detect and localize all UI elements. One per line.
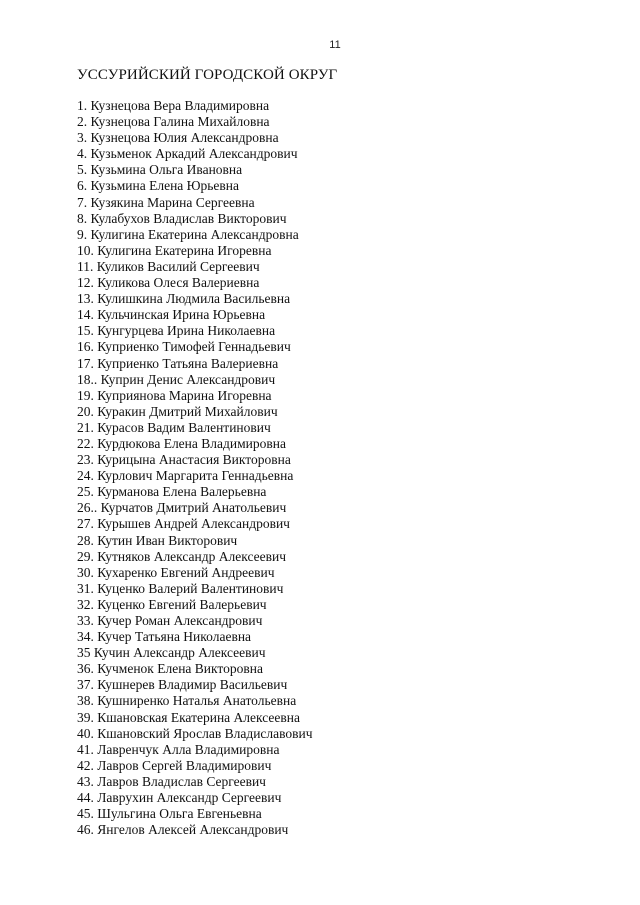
- list-item: 10. Кулигина Екатерина Игоревна: [77, 242, 272, 258]
- list-item: 33. Кучер Роман Александрович: [77, 613, 263, 628]
- list-item: 41. Лавренчук Алла Владимировна: [77, 741, 280, 757]
- list-item: 14. Кульчинская Ирина Юрьевна: [77, 307, 266, 323]
- list-item: 30. Кухаренко Евгений Андреевич: [77, 564, 275, 580]
- list-item: 22. Курдюкова Елена Владимировна: [77, 435, 286, 451]
- list-item: 1. Кузнецова Вера Владимировна: [77, 98, 270, 113]
- list-item: 19. Куприянова Марина Игоревна: [77, 387, 272, 403]
- list-item: 9. Кулигина Екатерина Александровна: [77, 226, 299, 242]
- list-item: 24. Курлович Маргарита Геннадьевна: [77, 468, 294, 484]
- list-item: 46. Янгелов Алексей Александрович: [77, 822, 289, 838]
- list-item: 39. Кшановская Екатерина Алексеевна: [77, 709, 300, 725]
- list-item: 13. Кулишкина Людмила Васильевна: [77, 291, 291, 307]
- list-item: 44. Лаврухин Александр Сергеевич: [77, 790, 282, 806]
- list-item: 43. Лавров Владислав Сергеевич: [77, 773, 266, 789]
- list-item: 4. Кузьменок Аркадий Александрович: [77, 146, 298, 162]
- list-item: 40. Кшановский Ярослав Владиславович: [77, 725, 313, 741]
- list-item: 31. Куценко Валерий Валентинович: [77, 580, 284, 596]
- list-item: 12. Куликова Олеся Валериевна: [77, 275, 260, 291]
- list-item: 11. Куликов Василий Сергеевич: [77, 258, 260, 274]
- list-item: 21. Курасов Вадим Валентинович: [77, 419, 271, 435]
- list-item: 32. Куценко Евгений Валерьевич: [77, 596, 267, 612]
- list-item: 2. Кузнецова Галина Михайловна: [77, 114, 270, 130]
- list-item: 8. Кулабухов Владислав Викторович: [77, 210, 287, 226]
- list-item: 7. Кузякина Марина Сергеевна: [77, 194, 255, 210]
- list-item: 17. Куприенко Татьяна Валериевна: [77, 355, 279, 371]
- list-item: 23. Курицына Анастасия Викторовна: [77, 452, 291, 468]
- list-item: 38. Кушниренко Наталья Анатольевна: [77, 693, 297, 709]
- list-item: 27. Курышев Андрей Александрович: [77, 516, 290, 532]
- list-item: 6. Кузьмина Елена Юрьевна: [77, 178, 240, 194]
- list-item: 29. Кутняков Александр Алексеевич: [77, 548, 286, 564]
- list-item: 15. Кунгурцева Ирина Николаевна: [77, 323, 276, 339]
- list-item: 25. Курманова Елена Валерьевна: [77, 484, 267, 500]
- list-item: 16. Куприенко Тимофей Геннадьевич: [77, 339, 291, 355]
- section-heading: УССУРИЙСКИЙ ГОРОДСКОЙ ОКРУГ: [77, 67, 338, 83]
- page-number: 11: [329, 39, 341, 51]
- list-item: 35 Кучин Александр Алексеевич: [77, 645, 266, 661]
- list-item: 34. Кучер Татьяна Николаевна: [77, 629, 252, 645]
- list-item: 37. Кушнерев Владимир Васильевич: [77, 677, 288, 693]
- list-item: 45. Шульгина Ольга Евгеньевна: [77, 806, 262, 822]
- list-item: 20. Куракин Дмитрий Михайлович: [77, 403, 278, 419]
- list-item: 3. Кузнецова Юлия Александровна: [77, 130, 279, 146]
- list-item: 26.. Курчатов Дмитрий Анатольевич: [77, 500, 287, 516]
- list-item: 36. Кучменок Елена Викторовна: [77, 661, 263, 677]
- list-item: 28. Кутин Иван Викторович: [77, 532, 238, 548]
- list-item: 18.. Куприн Денис Александрович: [77, 371, 276, 387]
- list-item: 5. Кузьмина Ольга Ивановна: [77, 162, 243, 178]
- name-list: [77, 98, 313, 838]
- list-item: 42. Лавров Сергей Владимирович: [77, 757, 272, 773]
